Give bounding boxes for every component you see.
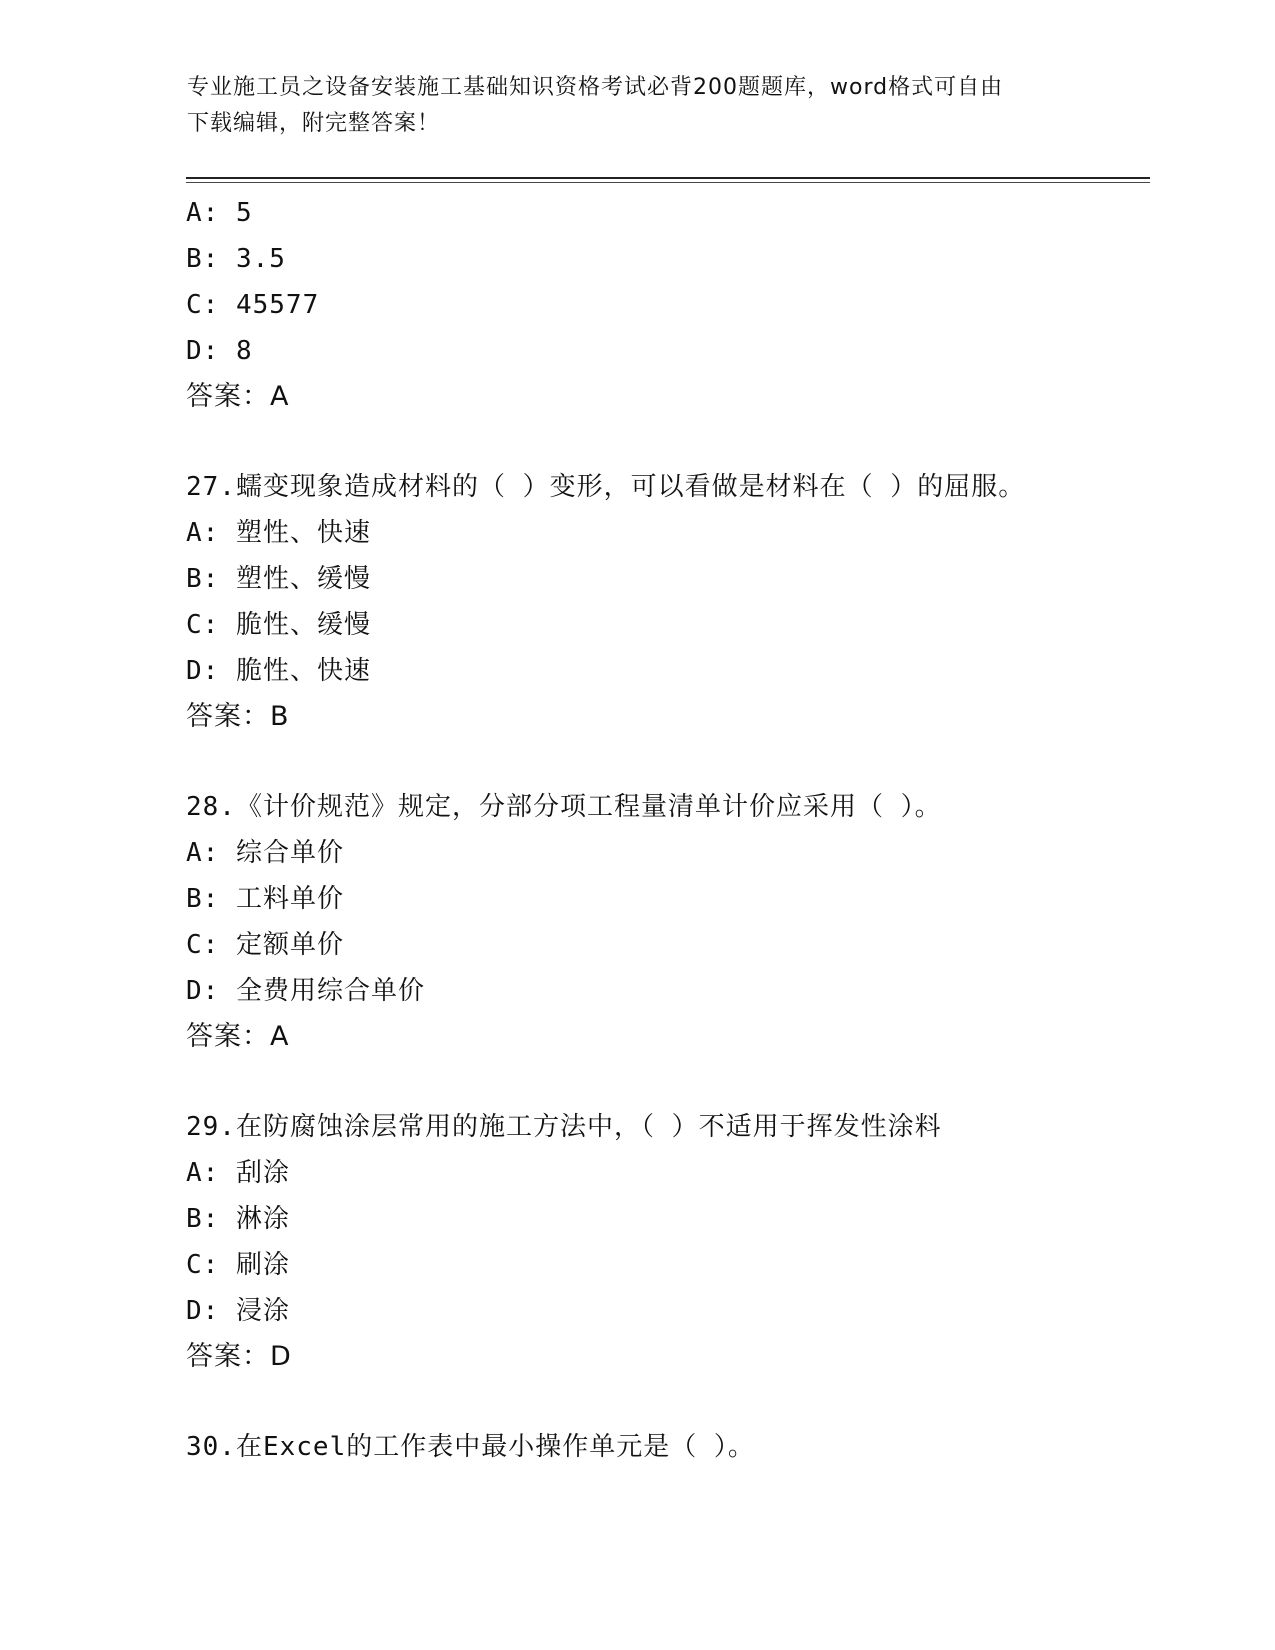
option-d: D: 8 [186,336,253,366]
question-text: 28.《计价规范》规定，分部分项工程量清单计价应采用（ ）。 [186,792,942,822]
option-c: C: 45577 [186,290,320,320]
option-a: A: 刮涂 [186,1158,290,1188]
option-b: B: 工料单价 [186,884,344,914]
answer-line: 答案：D [186,1341,292,1372]
question-26 [186,190,1150,420]
question-28 [186,784,1150,1060]
option-c: C: 脆性、缓慢 [186,610,371,640]
question-text: 27.蠕变现象造成材料的（ ）变形，可以看做是材料在（ ）的屈服。 [186,472,1026,502]
option-a: A: 5 [186,198,253,228]
header-divider-thin [186,182,1150,183]
option-b: B: 塑性、缓慢 [186,564,371,594]
header-line-1: 专业施工员之设备安装施工基础知识资格考试必背200题题库，word格式可自由 [187,75,1004,100]
option-a: A: 塑性、快速 [186,518,371,548]
document-header [187,70,1087,142]
question-29 [186,1104,1150,1380]
option-d: D: 浸涂 [186,1296,290,1326]
question-text: 30.在Excel的工作表中最小操作单元是（ ）。 [186,1432,755,1462]
option-c: C: 刷涂 [186,1250,290,1280]
question-list [186,190,1150,1470]
option-b: B: 淋涂 [186,1204,290,1234]
question-text: 29.在防腐蚀涂层常用的施工方法中，（ ）不适用于挥发性涂料 [186,1112,942,1142]
option-d: D: 脆性、快速 [186,656,371,686]
answer-line: 答案：B [186,701,290,732]
answer-line: 答案：A [186,1021,290,1052]
header-divider-thick [186,177,1150,179]
option-a: A: 综合单价 [186,838,344,868]
question-27 [186,464,1150,740]
answer-line: 答案：A [186,381,290,412]
option-c: C: 定额单价 [186,930,344,960]
option-d: D: 全费用综合单价 [186,976,425,1006]
question-30 [186,1424,1150,1470]
option-b: B: 3.5 [186,244,286,274]
header-line-2: 下载编辑，附完整答案！ [187,111,441,136]
